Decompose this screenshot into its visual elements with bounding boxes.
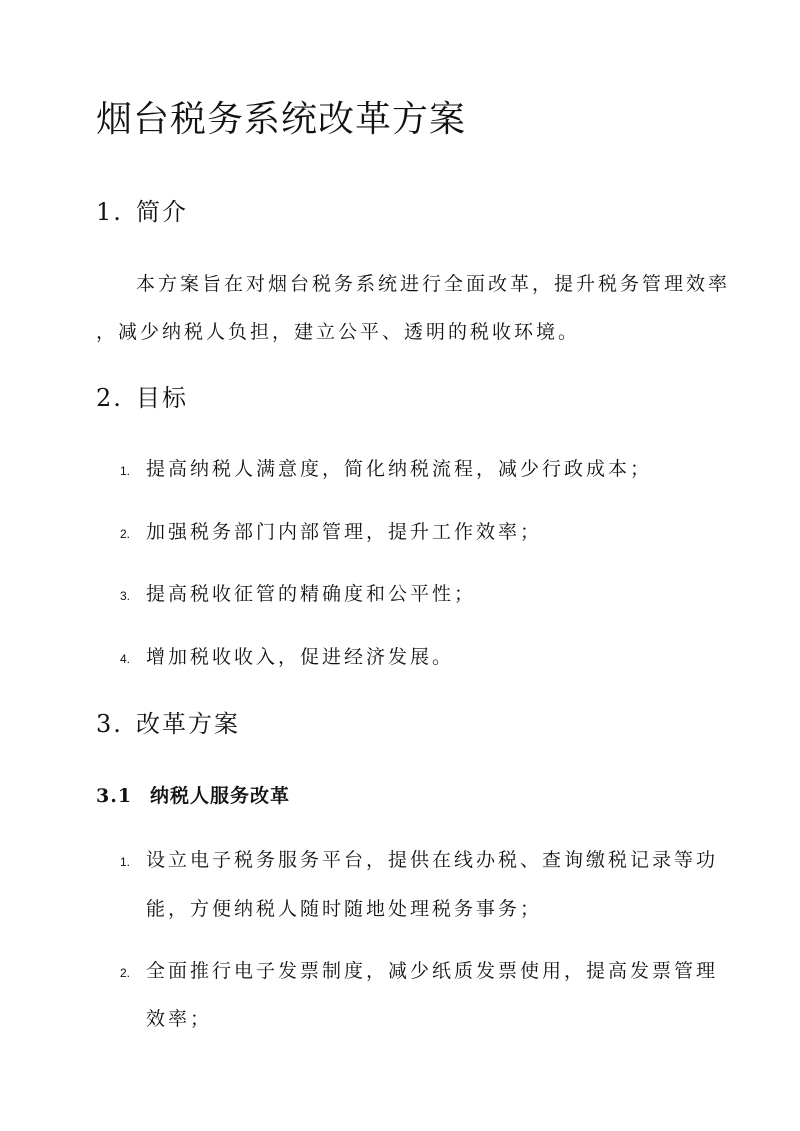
- intro-paragraph-line-1: 本方案旨在对烟台税务系统进行全面改革，提升税务管理效率: [136, 273, 731, 295]
- list-number: 2.: [120, 966, 131, 980]
- list-number: 4.: [120, 652, 131, 666]
- reform-list-item: [120, 846, 718, 876]
- list-text: 提高纳税人满意度，简化纳税流程，减少行政成本；: [146, 458, 653, 480]
- goal-list-item: [120, 643, 454, 673]
- list-text: 增加税收收入，促进经济发展。: [146, 646, 455, 668]
- list-number: 2.: [120, 527, 131, 541]
- list-number: 3.: [120, 589, 131, 603]
- section-heading-intro: [96, 196, 188, 228]
- goal-list-item: [120, 580, 476, 610]
- subsection-title: 纳税人服务改革: [150, 785, 291, 807]
- list-text: 加强税务部门内部管理，提升工作效率；: [146, 521, 543, 543]
- list-text-line-1: 设立电子税务服务平台，提供在线办税、查询缴税记录等功: [146, 849, 719, 871]
- list-text-line-2: 能，方便纳税人随时随地处理税务事务；: [146, 898, 543, 920]
- section-heading-goals: [96, 382, 188, 414]
- goal-list-item: [120, 518, 542, 548]
- subsection-number: 3.1: [96, 785, 133, 807]
- goal-list-item: [120, 455, 652, 485]
- document-title: 烟台税务系统改革方案: [96, 99, 467, 140]
- section-title: 改革方案: [136, 710, 240, 738]
- list-text-line-1: 全面推行电子发票制度，减少纸质发票使用，提高发票管理: [146, 960, 719, 982]
- section-number: 3.: [96, 710, 123, 738]
- list-text-line-2: 效率；: [146, 1008, 213, 1030]
- list-text: 提高税收征管的精确度和公平性；: [146, 583, 477, 605]
- list-number: 1.: [120, 464, 131, 478]
- section-heading-reform-plan: [96, 708, 240, 740]
- reform-list-item: [120, 957, 718, 987]
- section-number: 2.: [96, 384, 123, 412]
- section-number: 1.: [96, 198, 123, 226]
- intro-paragraph-line-2: ，减少纳税人负担，建立公平、透明的税收环境。: [96, 321, 581, 343]
- subsection-heading-taxpayer-service: [96, 782, 290, 810]
- list-number: 1.: [120, 855, 131, 869]
- section-title: 简介: [136, 198, 188, 226]
- section-title: 目标: [136, 384, 188, 412]
